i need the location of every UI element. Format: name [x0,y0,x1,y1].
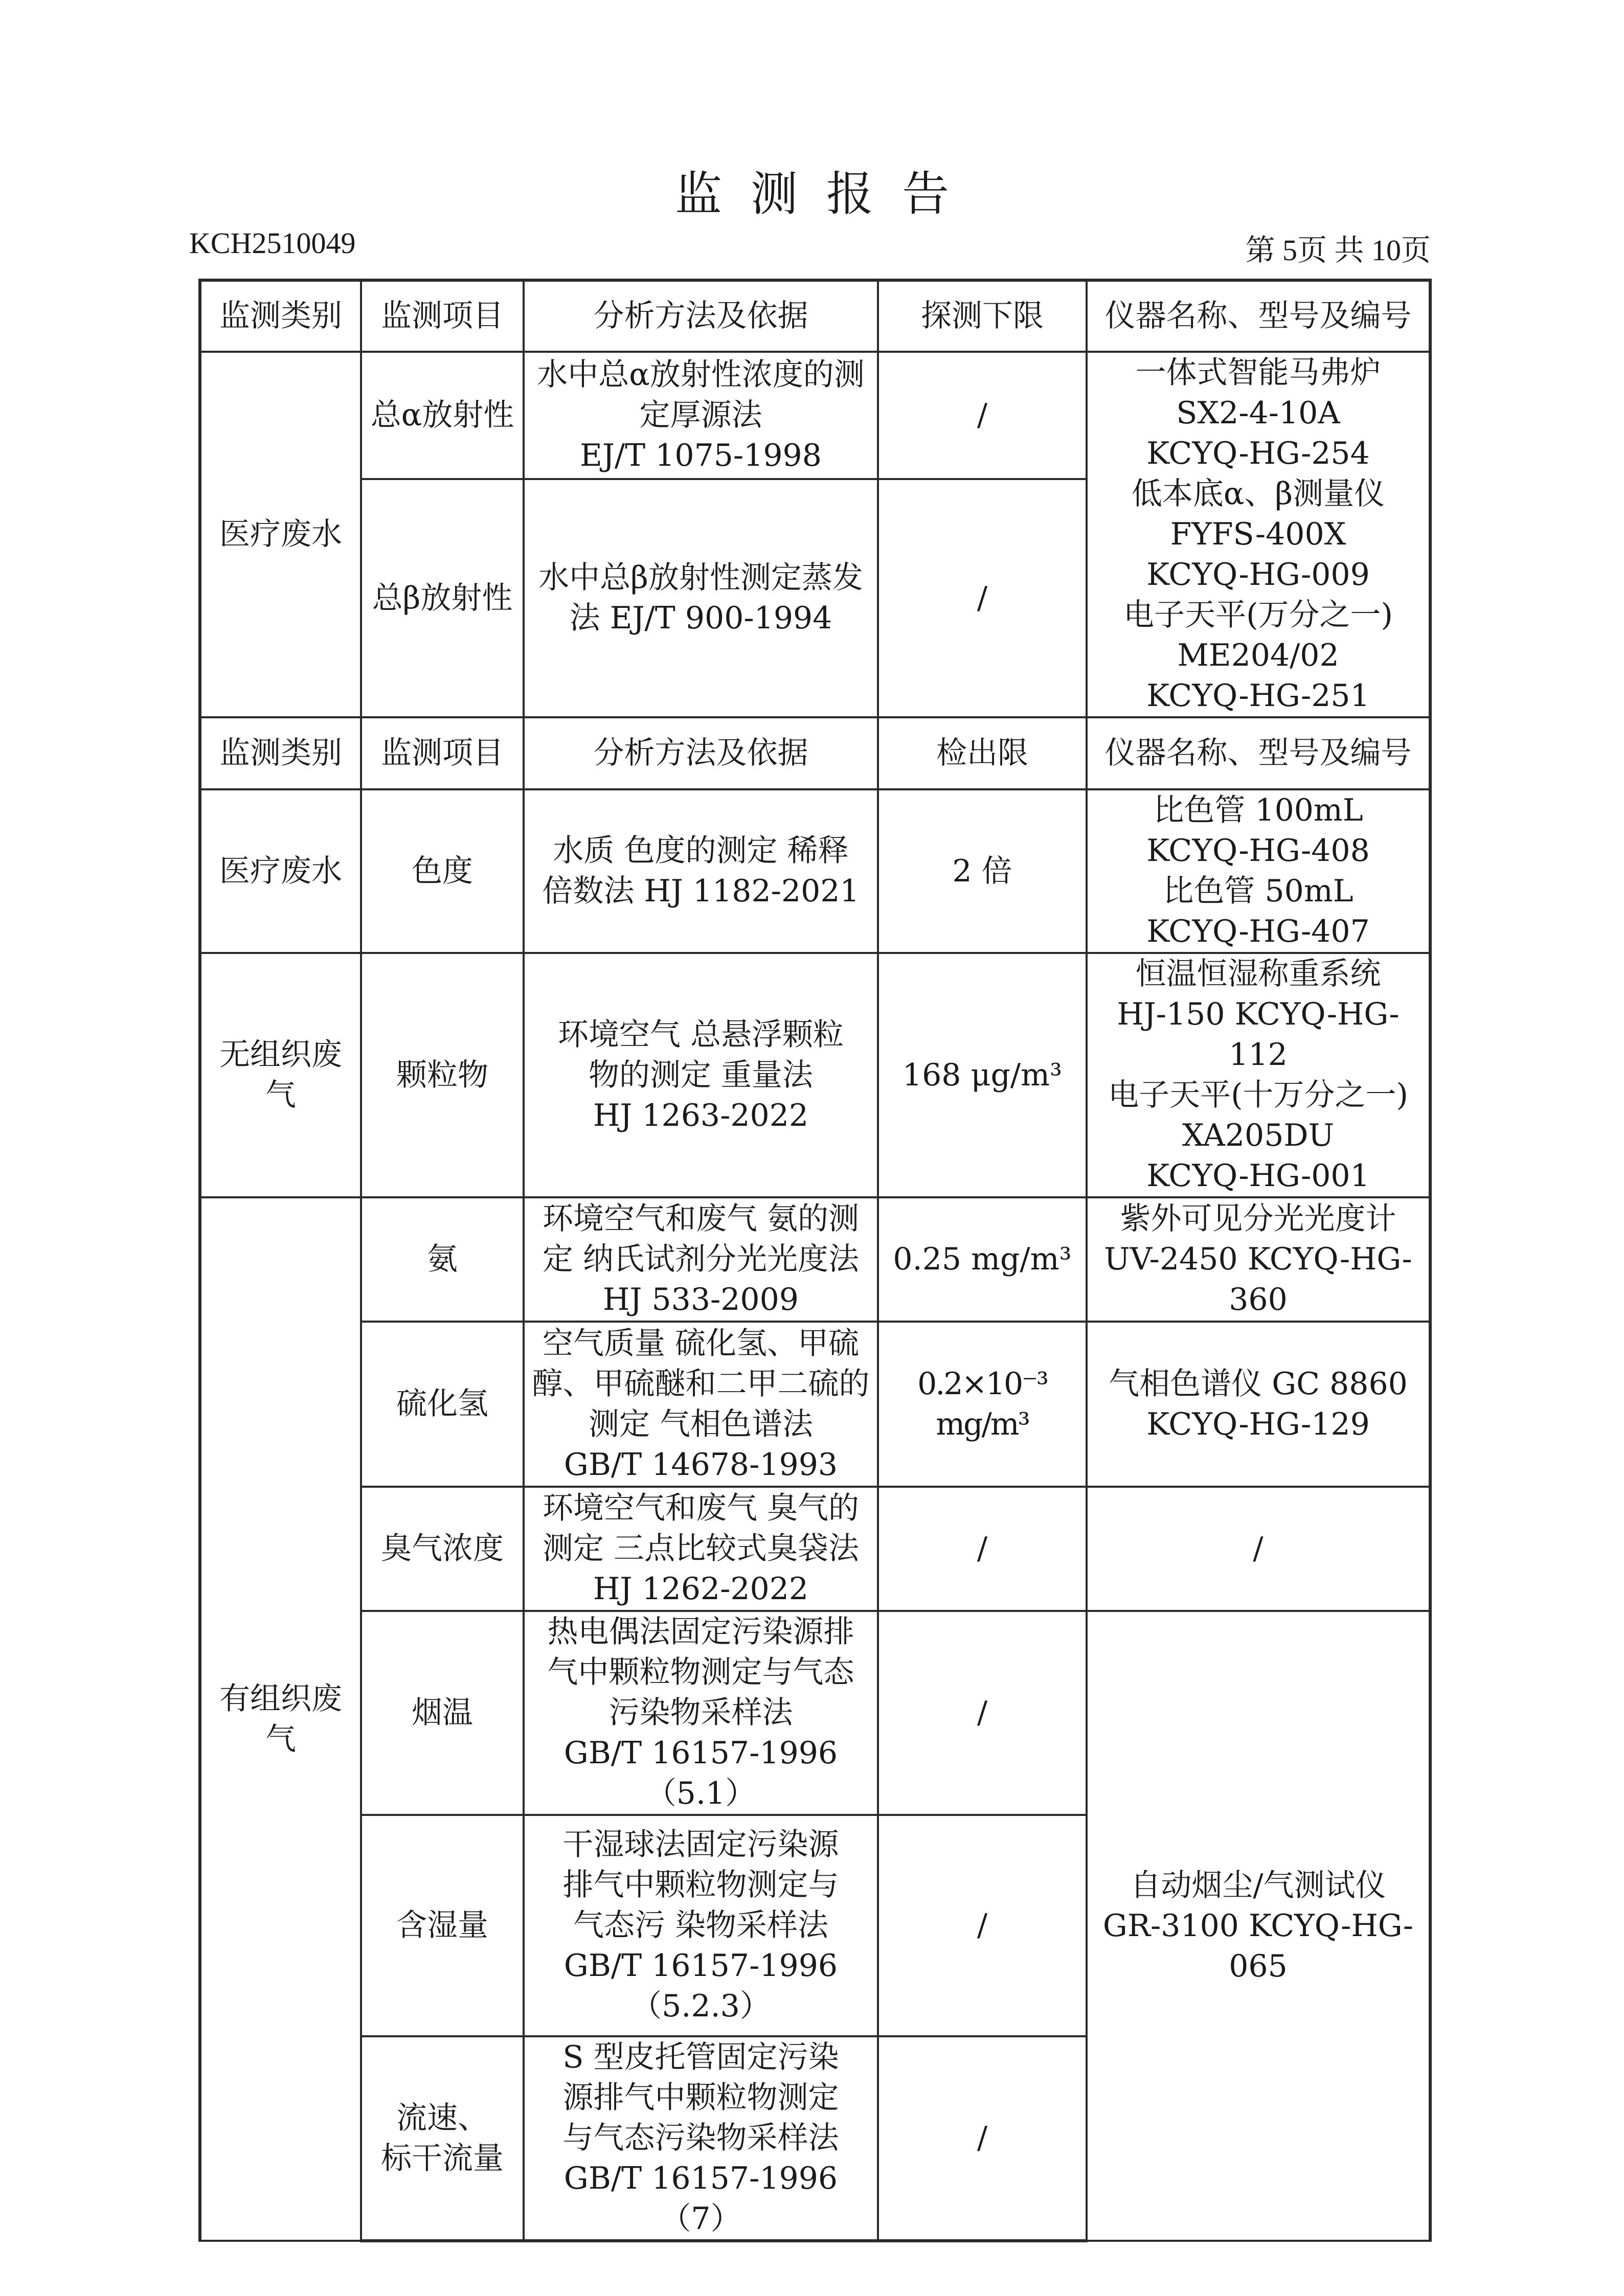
header-detection-limit: 探测下限 [878,280,1087,352]
instrument-cell: 紫外可见分光光度计 UV-2450 KCYQ-HG-360 [1087,1197,1430,1322]
table-subheader-row [200,717,1430,789]
instrument-cell: 比色管 100mL KCYQ-HG-408 比色管 50mL KCYQ-HG-407 [1087,789,1430,953]
limit-cell: / [878,1611,1087,1815]
item-cell: 硫化氢 [361,1322,524,1487]
instrument-cell: 恒温恒湿称重系统 HJ-150 KCYQ-HG-112 电子天平(十万分之一) XA205DU KCYQ-HG-001 [1087,953,1430,1197]
item-cell: 含湿量 [361,1815,524,2036]
method-cell: 干湿球法固定污染源 排气中颗粒物测定与 气态污 染物采样法 GB/T 16157-1996 （5.2.3） [524,1815,878,2036]
method-cell: 水质 色度的测定 稀释 倍数法 HJ 1182-2021 [524,789,878,953]
header-category: 监测类别 [200,717,361,789]
header-detection-limit: 检出限 [878,717,1087,789]
category-cell: 有组织废 气 [200,1197,361,2241]
item-cell: 流速、 标干流量 [361,2036,524,2241]
limit-cell: 0.25 mg/m³ [878,1197,1087,1322]
method-cell: 热电偶法固定污染源排 气中颗粒物测定与气态 污染物采样法 GB/T 16157-1996（5.1） [524,1611,878,1815]
method-cell: 水中总β放射性测定蒸发 法 EJ/T 900-1994 [524,479,878,717]
limit-cell: / [878,2036,1087,2241]
method-cell: 环境空气和废气 臭气的 测定 三点比较式臭袋法 HJ 1262-2022 [524,1487,878,1611]
limit-cell: 2 倍 [878,789,1087,953]
method-cell: 环境空气和废气 氨的测 定 纳氏试剂分光光度法 HJ 533-2009 [524,1197,878,1322]
method-cell: 空气质量 硫化氢、甲硫 醇、甲硫醚和二甲二硫的 测定 气相色谱法 GB/T 14678-1993 [524,1322,878,1487]
table-header-row [200,280,1430,352]
instrument-cell: 一体式智能马弗炉 SX2-4-10A KCYQ-HG-254 低本底α、β测量仪 FYFS-400X KCYQ-HG-009 电子天平(万分之一) ME204/02 KCYQ-HG-251 [1087,352,1430,717]
page-info: 第 5页 共 10页 [1245,234,1431,267]
item-cell: 色度 [361,789,524,953]
item-cell: 氨 [361,1197,524,1322]
report-number: KCH2510049 [189,226,356,260]
limit-cell: / [878,1815,1087,2036]
item-cell: 烟温 [361,1611,524,1815]
header-category: 监测类别 [200,280,361,352]
monitoring-method-table [198,279,1432,2242]
limit-cell: / [878,479,1087,717]
header-item: 监测项目 [361,280,524,352]
item-cell: 臭气浓度 [361,1487,524,1611]
method-cell: 水中总α放射性浓度的测 定厚源法 EJ/T 1075-1998 [524,352,878,479]
method-cell: S 型皮托管固定污染 源排气中颗粒物测定 与气态污染物采样法 GB/T 16157-1996 （7） [524,2036,878,2241]
category-cell: 医疗废水 [200,789,361,953]
header-instrument: 仪器名称、型号及编号 [1087,717,1430,789]
header-instrument: 仪器名称、型号及编号 [1087,280,1430,352]
category-cell: 无组织废 气 [200,953,361,1197]
limit-cell: 0.2×10⁻³ mg/m³ [878,1322,1087,1487]
item-cell: 总β放射性 [361,479,524,717]
limit-cell: 168 μg/m³ [878,953,1087,1197]
item-cell: 总α放射性 [361,352,524,479]
limit-cell: / [878,1487,1087,1611]
table-row [200,1487,1430,1611]
category-cell: 医疗废水 [200,352,361,717]
table-row [200,953,1430,1197]
table-row [200,352,1430,479]
instrument-cell: 自动烟尘/气测试仪 GR-3100 KCYQ-HG-065 [1087,1611,1430,2241]
instrument-cell: / [1087,1487,1430,1611]
table-row [200,1322,1430,1487]
header-item: 监测项目 [361,717,524,789]
limit-cell: / [878,352,1087,479]
header-method: 分析方法及依据 [524,280,878,352]
item-cell: 颗粒物 [361,953,524,1197]
table-row [200,789,1430,953]
method-cell: 环境空气 总悬浮颗粒 物的测定 重量法 HJ 1263-2022 [524,953,878,1197]
table-row [200,1197,1430,1322]
report-title: 监测报告 [674,167,978,221]
table-row [200,1611,1430,1815]
header-method: 分析方法及依据 [524,717,878,789]
instrument-cell: 气相色谱仪 GC 8860 KCYQ-HG-129 [1087,1322,1430,1487]
